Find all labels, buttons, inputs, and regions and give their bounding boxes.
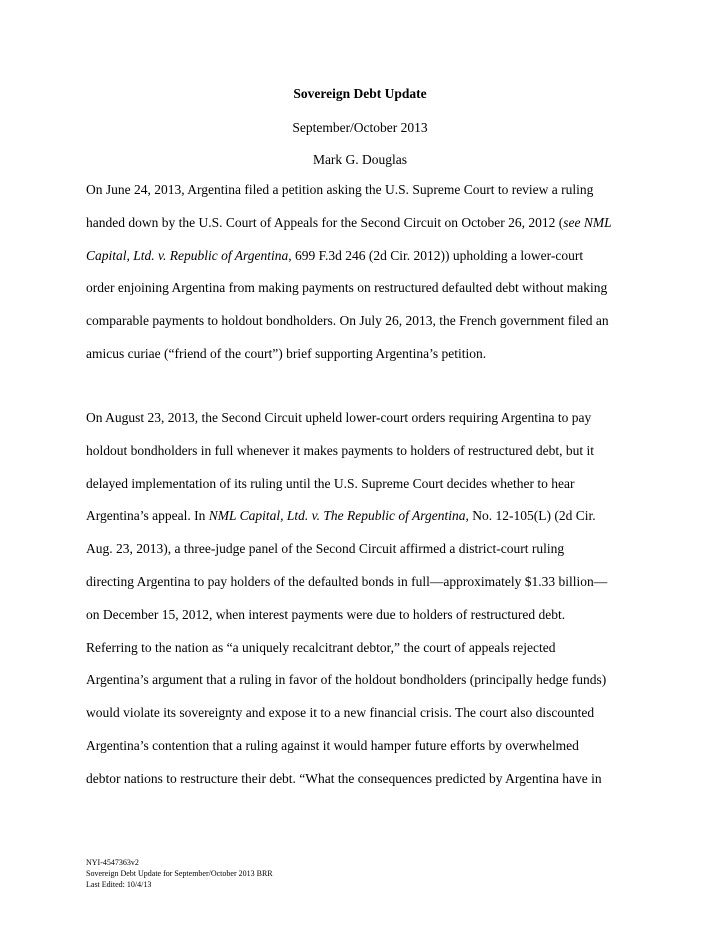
paragraph-2-line	[86, 508, 646, 541]
case-citation-italic: NML Capital, Ltd. v. The Republic of Argentina	[208, 508, 466, 524]
document-title: Sovereign Debt Update	[293, 86, 427, 101]
paragraph-1-line: On June 24, 2013, Argentina filed a petition asking the U.S. Supreme Court to review a ruling	[86, 182, 594, 197]
case-citation-italic: Capital, Ltd. v. Republic of Argentina	[86, 247, 289, 263]
paragraph-2-line: would violate its sovereignty and expose it to a new financial crisis. The court also discounted	[86, 705, 595, 721]
paragraph-2-line: on December 15, 2012, when interest payments were due to holders of restructured debt.	[86, 606, 566, 622]
line-text: handed down by the U.S. Court of Appeals for the Second Circuit on October 26, 2012 (	[86, 214, 564, 230]
paragraph-1-line	[86, 248, 646, 281]
document-author: Mark G. Douglas	[312, 152, 408, 167]
paragraph-2-line: directing Argentina to pay holders of the defaulted bonds in full—approximately $1.33 billion—	[86, 573, 608, 589]
paragraph-2-line: delayed implementation of its ruling until the U.S. Supreme Court decides whether to hear	[86, 475, 575, 491]
paragraph-1-line: amicus curiae (“friend of the court”) brief supporting Argentina’s petition.	[86, 345, 487, 361]
document-footer	[86, 857, 273, 890]
paragraph-2	[86, 410, 646, 804]
document-date: September/October 2013	[292, 120, 428, 135]
line-text: , 699 F.3d 246 (2d Cir. 2012)) upholding a lower-court	[288, 247, 584, 263]
footer-doc-id: NYI-4547363v2	[86, 858, 139, 867]
paragraph-2-line: Referring to the nation as “a uniquely recalcitrant debtor,” the court of appeals rejected	[86, 639, 556, 655]
paragraph-1-line	[86, 215, 646, 248]
line-text: , No. 12-105(L) (2d Cir.	[465, 508, 596, 524]
footer-last-edited: Last Edited: 10/4/13	[86, 880, 152, 889]
paragraph-2-line: debtor nations to restructure their debt. “What the consequences predicted by Argentina have in	[86, 770, 602, 786]
paragraph-2-line: Argentina’s contention that a ruling against it would hamper future efforts by overwhelmed	[86, 737, 579, 753]
paragraph-1-line: order enjoining Argentina from making payments on restructured defaulted debt without making	[86, 280, 608, 296]
paragraph-2-line: holdout bondholders in full whenever it makes payments to holders of restructured debt, but it	[86, 442, 595, 458]
paragraph-2-line: Aug. 23, 2013), a three-judge panel of the Second Circuit affirmed a district-court ruling	[86, 541, 565, 557]
case-citation-italic: see NML	[563, 214, 612, 230]
paragraph-1-line: comparable payments to holdout bondholders. On July 26, 2013, the French government filed an	[86, 313, 609, 329]
paragraph-2-line: Argentina’s argument that a ruling in favor of the holdout bondholders (principally hedge funds)	[86, 672, 607, 688]
footer-doc-name: Sovereign Debt Update for September/October 2013 BRR	[86, 869, 273, 878]
paragraph-2-line: On August 23, 2013, the Second Circuit upheld lower-court orders requiring Argentina to pay	[86, 410, 592, 425]
line-text: Argentina’s appeal. In	[86, 508, 209, 524]
paragraph-1	[86, 182, 646, 379]
